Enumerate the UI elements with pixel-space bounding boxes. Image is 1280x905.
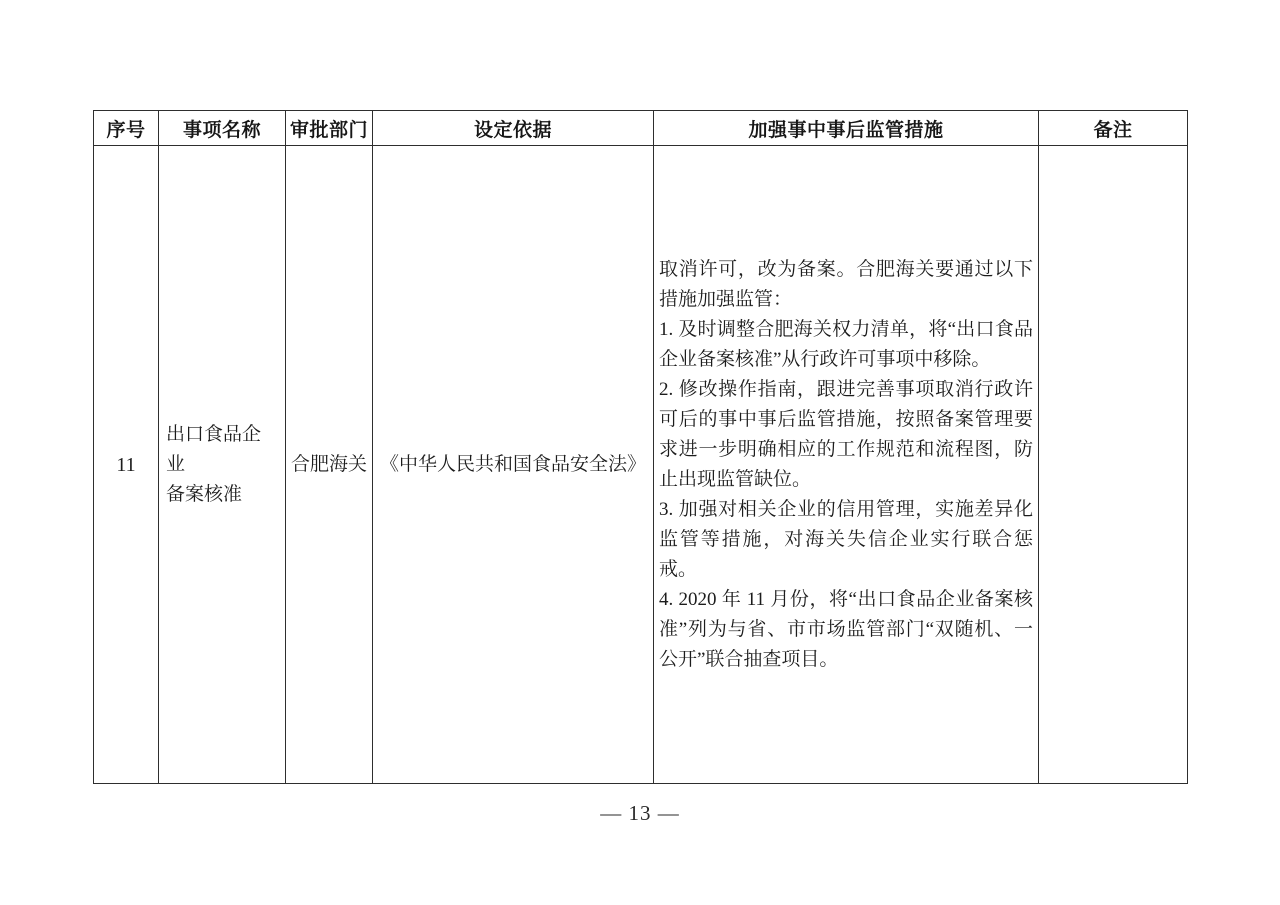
- cell-item-name: [159, 146, 286, 784]
- item-name-line: 备案核准: [166, 483, 243, 505]
- cell-remark: [1039, 146, 1188, 784]
- measures-paragraph: 4. 2020 年 11 月份，将“出口食品企业备案核准”列为与省、市市场监管部门“双随机、一公开”联合抽查项目。: [659, 588, 1033, 670]
- measures-paragraph: 2. 修改操作指南，跟进完善事项取消行政许可后的事中事后监管措施，按照备案管理要求进一步明确相应的工作规范和流程图，防止出现监管缺位。: [659, 378, 1033, 490]
- col-header-department: 审批部门: [286, 111, 373, 146]
- cell-measures: [654, 146, 1039, 784]
- measures-paragraph: 取消许可，改为备案。合肥海关要通过以下措施加强监管：: [659, 258, 1033, 310]
- measures-paragraph: 3. 加强对相关企业的信用管理，实施差异化监管等措施，对海关失信企业实行联合惩戒。: [659, 498, 1033, 580]
- measures-paragraph: 1. 及时调整合肥海关权力清单，将“出口食品企业备案核准”从行政许可事项中移除。: [659, 318, 1033, 370]
- col-header-measures: 加强事中事后监管措施: [654, 111, 1039, 146]
- col-header-basis: 设定依据: [373, 111, 654, 146]
- col-header-remark: 备注: [1039, 111, 1188, 146]
- approval-items-table: [93, 110, 1188, 784]
- cell-department: 合肥海关: [286, 146, 373, 784]
- page-number: — 13 —: [600, 801, 680, 825]
- col-header-item-name: 事项名称: [159, 111, 286, 146]
- col-header-seq: 序号: [94, 111, 159, 146]
- item-name-line: 出口食品企业: [166, 423, 262, 475]
- cell-basis: 《中华人民共和国食品安全法》: [373, 146, 654, 784]
- cell-seq: 11: [94, 146, 159, 784]
